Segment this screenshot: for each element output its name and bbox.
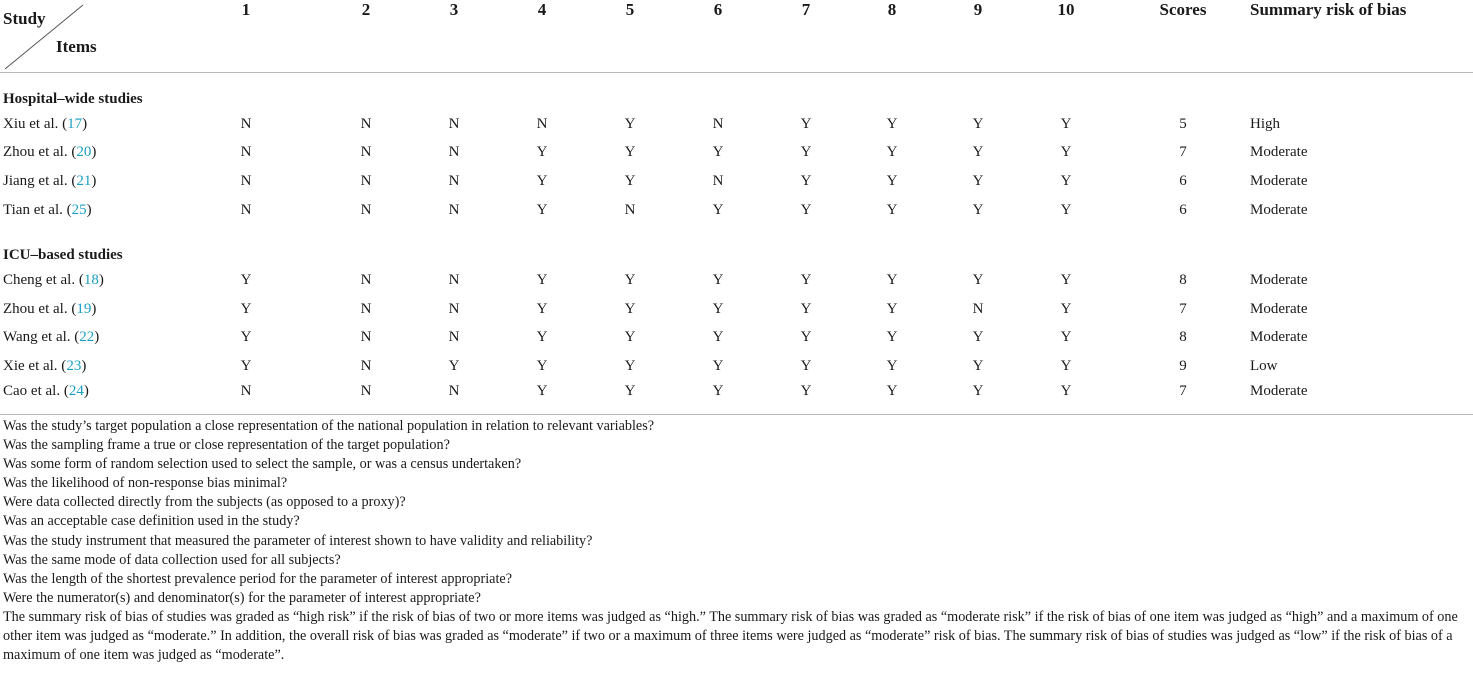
table-footnotes <box>3 417 1469 665</box>
summary-cell: Moderate <box>1250 172 1308 189</box>
closing-parenthesis: ) <box>86 201 92 218</box>
reference-link[interactable]: 19 <box>76 300 92 317</box>
study-author: Tian et al. ( <box>3 201 72 218</box>
header-row <box>0 0 1473 72</box>
reference-link[interactable]: 23 <box>66 357 82 374</box>
item-cell: N <box>448 300 460 317</box>
study-cell <box>0 266 188 295</box>
study-author: Jiang et al. ( <box>3 172 77 189</box>
study-cell <box>0 295 188 324</box>
summary-cell: Moderate <box>1250 144 1308 161</box>
column-header: 5 <box>604 0 656 72</box>
footnote-item: Was the study’s target population a close representation of the national population in relation to relevant variables? <box>3 418 655 434</box>
item-cell: N <box>448 115 460 132</box>
item-cell: Y <box>1060 144 1072 161</box>
item-cell: Y <box>536 172 548 189</box>
item-cell: Y <box>1060 272 1072 289</box>
section-title: ICU–based studies <box>3 247 123 264</box>
item-cell: Y <box>240 300 252 317</box>
item-cell: Y <box>1060 115 1072 132</box>
closing-parenthesis: ) <box>91 300 97 317</box>
study-author: Zhou et al. ( <box>3 144 77 161</box>
item-cell: Y <box>886 357 898 374</box>
item-cell: Y <box>624 144 636 161</box>
item-cell: Y <box>832 381 952 415</box>
item-cell: Y <box>886 172 898 189</box>
study-label: Study <box>3 9 46 28</box>
item-cell: Y <box>480 381 604 415</box>
item-cell: N <box>188 381 304 415</box>
item-cell: Y <box>712 300 724 317</box>
table-row <box>0 324 1473 353</box>
item-cell: N <box>428 381 480 415</box>
item-cell: Y <box>1060 201 1072 218</box>
item-cell: Y <box>800 144 812 161</box>
column-header: 9 <box>952 0 1004 72</box>
closing-parenthesis: ) <box>83 382 89 399</box>
item-cell: N <box>240 172 252 189</box>
footnote-item: Was the likelihood of non-response bias minimal? <box>3 475 288 492</box>
study-cell <box>0 167 188 196</box>
item-cell: Y <box>624 300 636 317</box>
item-cell: Y <box>800 357 812 374</box>
reference-link[interactable]: 20 <box>76 144 92 161</box>
item-cell: Y <box>886 272 898 289</box>
item-cell: N <box>360 272 372 289</box>
item-cell: Y <box>800 115 812 132</box>
item-cell: Y <box>240 329 252 346</box>
item-cell: Y <box>712 329 724 346</box>
section-title: Hospital–wide studies <box>3 91 143 107</box>
column-header: 4 <box>480 0 604 72</box>
footnote-item: Were the numerator(s) and denominator(s) for the parameter of interest appropriate? <box>3 589 481 606</box>
item-cell: Y <box>972 329 984 346</box>
item-cell: N <box>360 172 372 189</box>
item-cell: Y <box>624 357 636 374</box>
table-row <box>0 352 1473 381</box>
summary-header: Summary risk of bias <box>1238 0 1473 72</box>
item-cell: N <box>624 201 636 218</box>
item-cell: Y <box>536 272 548 289</box>
closing-parenthesis: ) <box>91 144 97 161</box>
study-cell <box>0 139 188 168</box>
summary-cell: Moderate <box>1250 272 1308 289</box>
closing-parenthesis: ) <box>82 115 88 132</box>
item-cell: Y <box>952 381 1004 415</box>
score-cell: 7 <box>1128 381 1238 415</box>
item-cell: N <box>448 272 460 289</box>
study-author: Xie et al. ( <box>3 357 67 374</box>
summary-cell: Low <box>1250 357 1278 374</box>
summary-cell: High <box>1250 115 1280 132</box>
item-cell: N <box>360 115 372 132</box>
item-cell: N <box>360 201 372 218</box>
table-row <box>0 381 1473 415</box>
study-author: Zhou et al. ( <box>3 300 77 317</box>
item-cell: Y <box>972 172 984 189</box>
footnote-item: Was an acceptable case definition used in the study? <box>3 513 300 530</box>
footnote-item: Were data collected directly from the subjects (as opposed to a proxy)? <box>3 494 406 511</box>
item-cell: Y <box>240 272 252 289</box>
item-cell: N <box>240 201 252 218</box>
study-author: Cheng et al. ( <box>3 272 84 289</box>
score-cell: 8 <box>1179 329 1187 346</box>
study-author: Wang et al. ( <box>3 329 80 346</box>
reference-link[interactable]: 17 <box>67 115 83 132</box>
item-cell: Y <box>624 172 636 189</box>
reference-link[interactable]: 18 <box>83 272 99 289</box>
item-cell: N <box>360 329 372 346</box>
item-cell: Y <box>972 201 984 218</box>
summary-cell: Moderate <box>1238 381 1473 415</box>
score-cell: 8 <box>1179 272 1187 289</box>
item-cell: N <box>448 172 460 189</box>
item-cell: Y <box>712 272 724 289</box>
item-cell: N <box>304 381 428 415</box>
column-header: 7 <box>780 0 832 72</box>
item-cell: Y <box>1060 172 1072 189</box>
section-header-row <box>0 72 1473 110</box>
table-row <box>0 196 1473 225</box>
reference-link[interactable]: 21 <box>76 172 92 189</box>
item-cell: N <box>240 115 252 132</box>
item-cell: Y <box>712 201 724 218</box>
item-cell: Y <box>448 357 460 374</box>
footnote-item: Was some form of random selection used to select the sample, or was a census undertaken? <box>3 456 522 473</box>
item-cell: Y <box>886 115 898 132</box>
study-author: Xiu et al. ( <box>3 115 68 132</box>
table-row <box>0 139 1473 168</box>
item-cell: N <box>448 201 460 218</box>
study-cell <box>0 352 188 381</box>
item-cell: Y <box>886 329 898 346</box>
footnote-item: Was the sampling frame a true or close representation of the target population? <box>3 437 450 454</box>
scores-header: Scores <box>1128 0 1238 72</box>
item-cell: Y <box>972 272 984 289</box>
item-cell: Y <box>1060 329 1072 346</box>
item-cell: Y <box>972 115 984 132</box>
item-cell: Y <box>800 201 812 218</box>
summary-cell: Moderate <box>1250 300 1308 317</box>
item-cell: Y <box>886 201 898 218</box>
item-cell: N <box>360 144 372 161</box>
table-row <box>0 295 1473 324</box>
score-cell: 6 <box>1179 172 1187 189</box>
item-cell: Y <box>1060 300 1072 317</box>
item-cell: Y <box>886 300 898 317</box>
item-cell: N <box>448 144 460 161</box>
item-cell: Y <box>886 144 898 161</box>
study-cell <box>0 381 188 415</box>
score-cell: 9 <box>1179 357 1187 374</box>
table-body <box>0 72 1473 415</box>
column-header: 2 <box>304 0 428 72</box>
item-cell: Y <box>536 329 548 346</box>
study-items-header-cell <box>0 0 188 72</box>
item-cell: N <box>536 115 548 132</box>
item-cell: Y <box>604 381 656 415</box>
closing-parenthesis: ) <box>91 172 97 189</box>
item-cell: Y <box>624 272 636 289</box>
summary-footnote: The summary risk of bias of studies was graded as “high risk” if the risk of bias of two or more items was judged as “high.” The summary risk of bias was graded as “moderate risk” if the risk of bias of one item was judged as “high” and a maximum of one other item was judged as “moderate.” In addition, the overall risk of bias was graded as “moderate” if two or a maximum of three items were judged as “moderate” risk of bias. The summary risk of bias of studies was judged as “low” if the risk of bias of a maximum of one item was judged as “moderate”. <box>3 608 1458 664</box>
item-cell: Y <box>240 357 252 374</box>
item-cell: Y <box>624 329 636 346</box>
column-header: 1 <box>188 0 304 72</box>
item-cell: Y <box>780 381 832 415</box>
item-cell: N <box>360 357 372 374</box>
item-cell: Y <box>712 357 724 374</box>
item-cell: Y <box>800 329 812 346</box>
study-cell <box>0 196 188 225</box>
item-cell: Y <box>536 300 548 317</box>
column-header: 3 <box>428 0 480 72</box>
item-cell: Y <box>800 300 812 317</box>
item-cell: Y <box>1004 381 1128 415</box>
study-cell <box>0 110 188 139</box>
column-header: 8 <box>832 0 952 72</box>
item-cell: Y <box>800 272 812 289</box>
item-cell: N <box>712 115 724 132</box>
closing-parenthesis: ) <box>81 357 87 374</box>
item-cell: Y <box>972 144 984 161</box>
reference-link[interactable]: 24 <box>68 382 84 399</box>
score-cell: 5 <box>1179 115 1187 132</box>
score-cell: 7 <box>1179 144 1187 161</box>
table-row <box>0 167 1473 196</box>
score-cell: 6 <box>1179 201 1187 218</box>
summary-cell: Moderate <box>1250 329 1308 346</box>
table-row <box>0 110 1473 139</box>
column-header: 10 <box>1004 0 1128 72</box>
item-cell: Y <box>1060 357 1072 374</box>
closing-parenthesis: ) <box>98 272 104 289</box>
study-cell <box>0 324 188 353</box>
items-label: Items <box>56 37 97 56</box>
item-cell: N <box>972 300 984 317</box>
item-cell: N <box>240 144 252 161</box>
item-cell: Y <box>536 357 548 374</box>
summary-cell: Moderate <box>1250 201 1308 218</box>
reference-link[interactable]: 25 <box>71 201 87 218</box>
column-header: 6 <box>656 0 780 72</box>
study-author: Cao et al. ( <box>3 382 69 399</box>
item-cell: N <box>448 329 460 346</box>
item-cell: Y <box>972 357 984 374</box>
closing-parenthesis: ) <box>94 329 100 346</box>
table-row <box>0 266 1473 295</box>
item-cell: Y <box>712 144 724 161</box>
footnote-item: Was the length of the shortest prevalence period for the parameter of interest appropriate? <box>3 570 512 587</box>
item-cell: Y <box>800 172 812 189</box>
item-cell: N <box>712 172 724 189</box>
item-cell: Y <box>624 115 636 132</box>
score-cell: 7 <box>1179 300 1187 317</box>
item-cell: N <box>360 300 372 317</box>
footnote-item: Was the same mode of data collection used for all subjects? <box>3 551 341 568</box>
item-cell: Y <box>656 381 780 415</box>
footnote-item: Was the study instrument that measured the parameter of interest shown to have validity and reliability? <box>3 532 593 549</box>
item-cell: Y <box>536 144 548 161</box>
item-cell: Y <box>536 201 548 218</box>
reference-link[interactable]: 22 <box>79 329 95 346</box>
section-header-row <box>0 224 1473 266</box>
